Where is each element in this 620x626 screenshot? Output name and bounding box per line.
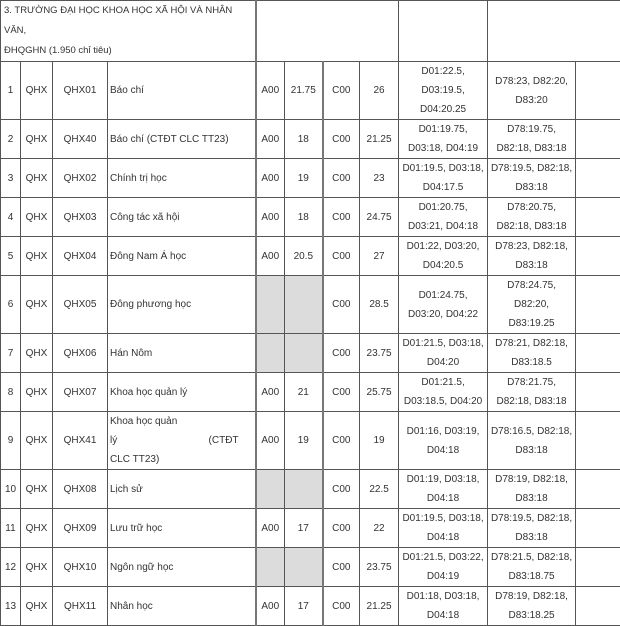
header-empty-cell: [256, 1, 399, 62]
row-number: 8: [1, 373, 21, 412]
scores-d-group1: D01:19.5, D03:18, D04:17.5: [399, 159, 488, 198]
major-code: QHX03: [53, 198, 108, 237]
notes-cell: [576, 198, 620, 237]
school-code: QHX: [21, 509, 53, 548]
notes-cell: [576, 237, 620, 276]
block-c00: C00: [323, 62, 360, 120]
block-a00: A00: [256, 159, 285, 198]
scores-d-group2: D78:19.5, D82:18, D83:18: [488, 159, 576, 198]
school-code: QHX: [21, 237, 53, 276]
table-row: [1, 237, 620, 276]
major-name: Đông Nam Á học: [108, 237, 256, 276]
scores-d-group2: D78:21.75, D82:18, D83:18: [488, 373, 576, 412]
scores-d-group1: D01:22.5, D03:19.5, D04:20.25: [399, 62, 488, 120]
scores-d-group2: D78:23, D82:20, D83:20: [488, 62, 576, 120]
school-code: QHX: [21, 276, 53, 334]
score-c00: 22: [360, 509, 399, 548]
school-code: QHX: [21, 373, 53, 412]
row-number: 12: [1, 548, 21, 587]
block-c00: C00: [323, 237, 360, 276]
block-a00: A00: [256, 62, 285, 120]
score-a00: [285, 470, 323, 509]
row-number: 10: [1, 470, 21, 509]
major-name-fragment: lý: [110, 431, 117, 450]
row-number: 1: [1, 62, 21, 120]
scores-d-group1: D01:21.5, D03:18.5, D04:20: [399, 373, 488, 412]
school-code: QHX: [21, 334, 53, 373]
block-c00: C00: [323, 509, 360, 548]
major-name: Lưu trữ học: [108, 509, 256, 548]
score-c00: 23.75: [360, 334, 399, 373]
score-a00: [285, 276, 323, 334]
school-code: QHX: [21, 62, 53, 120]
score-c00: 23: [360, 159, 399, 198]
score-a00: 17: [285, 509, 323, 548]
table-row: [1, 159, 620, 198]
scores-d-group2: D78:19, D82:18, D83:18: [488, 470, 576, 509]
notes-cell: [576, 373, 620, 412]
major-code: QHX11: [53, 587, 108, 626]
table-row: [1, 548, 620, 587]
university-title-line2: ĐHQGHN (1.950 chỉ tiêu): [4, 41, 253, 61]
score-a00: 19: [285, 159, 323, 198]
table-row: [1, 412, 620, 470]
major-name: Lịch sử: [108, 470, 256, 509]
major-code: QHX07: [53, 373, 108, 412]
score-a00: 21: [285, 373, 323, 412]
row-number: 7: [1, 334, 21, 373]
block-c00: C00: [323, 198, 360, 237]
major-code: QHX41: [53, 412, 108, 470]
score-c00: 25.75: [360, 373, 399, 412]
major-name: Báo chí: [108, 62, 256, 120]
scores-d-group1: D01:19, D03:18, D04:18: [399, 470, 488, 509]
major-name: Ngôn ngữ học: [108, 548, 256, 587]
major-name-fragment: (CTĐT: [209, 431, 253, 450]
major-code: QHX04: [53, 237, 108, 276]
table-row: [1, 587, 620, 626]
notes-cell: [576, 62, 620, 120]
school-code: QHX: [21, 198, 53, 237]
major-name: Hán Nôm: [108, 334, 256, 373]
score-c00: 26: [360, 62, 399, 120]
school-code: QHX: [21, 548, 53, 587]
scores-d-group2: D78:24.75, D82:20, D83:19.25: [488, 276, 576, 334]
row-number: 2: [1, 120, 21, 159]
school-code: QHX: [21, 470, 53, 509]
block-c00: C00: [323, 587, 360, 626]
block-c00: C00: [323, 412, 360, 470]
major-name: Công tác xã hội: [108, 198, 256, 237]
scores-d-group2: D78:19, D82:18, D83:18.25: [488, 587, 576, 626]
block-c00: C00: [323, 373, 360, 412]
table-row: [1, 509, 620, 548]
major-name: Nhân học: [108, 587, 256, 626]
major-name: Báo chí (CTĐT CLC TT23): [108, 120, 256, 159]
major-code: QHX06: [53, 334, 108, 373]
block-c00: C00: [323, 120, 360, 159]
block-a00: A00: [256, 198, 285, 237]
scores-d-group2: D78:23, D82:18, D83:18: [488, 237, 576, 276]
score-a00: 18: [285, 120, 323, 159]
table-row: [1, 120, 620, 159]
block-a00: A00: [256, 237, 285, 276]
score-c00: 21.25: [360, 120, 399, 159]
score-a00: [285, 548, 323, 587]
major-code: QHX40: [53, 120, 108, 159]
school-code: QHX: [21, 412, 53, 470]
block-c00: C00: [323, 548, 360, 587]
major-name: [108, 412, 256, 470]
scores-d-group2: D78:19.5, D82:18, D83:18: [488, 509, 576, 548]
scores-d-group1: D01:19.75, D03:18, D04:19: [399, 120, 488, 159]
table-row: [1, 373, 620, 412]
scores-d-group1: D01:19.5, D03:18, D04:18: [399, 509, 488, 548]
row-number: 11: [1, 509, 21, 548]
scores-d-group1: D01:20.75, D03:21, D04:18: [399, 198, 488, 237]
notes-cell: [576, 587, 620, 626]
block-a00: [256, 470, 285, 509]
notes-cell: [576, 470, 620, 509]
score-c00: 19: [360, 412, 399, 470]
block-a00: A00: [256, 509, 285, 548]
notes-cell: [576, 159, 620, 198]
score-a00: 21.75: [285, 62, 323, 120]
major-name: Chính trị học: [108, 159, 256, 198]
school-code: QHX: [21, 587, 53, 626]
block-a00: A00: [256, 120, 285, 159]
score-c00: 22.5: [360, 470, 399, 509]
score-c00: 24.75: [360, 198, 399, 237]
header-empty-cell: [399, 1, 488, 62]
header-empty-cell: [488, 1, 620, 62]
row-number: 5: [1, 237, 21, 276]
table-row: [1, 334, 620, 373]
row-number: 3: [1, 159, 21, 198]
table-row: [1, 470, 620, 509]
scores-d-group2: D78:16.5, D82:18, D83:18: [488, 412, 576, 470]
scores-d-group2: D78:19.75, D82:18, D83:18: [488, 120, 576, 159]
score-a00: 19: [285, 412, 323, 470]
notes-cell: [576, 548, 620, 587]
notes-cell: [576, 412, 620, 470]
block-c00: C00: [323, 159, 360, 198]
block-a00: A00: [256, 587, 285, 626]
score-a00: 17: [285, 587, 323, 626]
row-number: 6: [1, 276, 21, 334]
score-c00: 28.5: [360, 276, 399, 334]
block-a00: [256, 548, 285, 587]
table-row: [1, 62, 620, 120]
block-c00: C00: [323, 276, 360, 334]
scores-d-group1: D01:24.75, D03:20, D04:22: [399, 276, 488, 334]
major-name-line: [110, 431, 253, 450]
scores-d-group2: D78:20.75, D82:18, D83:18: [488, 198, 576, 237]
notes-cell: [576, 276, 620, 334]
major-code: QHX01: [53, 62, 108, 120]
scores-d-group1: D01:18, D03:18, D04:18: [399, 587, 488, 626]
scores-d-group1: D01:16, D03:19, D04:18: [399, 412, 488, 470]
table-row: [1, 198, 620, 237]
major-name: Đông phương học: [108, 276, 256, 334]
score-c00: 23.75: [360, 548, 399, 587]
notes-cell: [576, 120, 620, 159]
row-number: 9: [1, 412, 21, 470]
scores-d-group2: D78:21.5, D82:18, D83:18.75: [488, 548, 576, 587]
university-title-cell: [1, 1, 256, 62]
table-header-row: [1, 1, 620, 62]
major-code: QHX02: [53, 159, 108, 198]
scores-d-group1: D01:21.5, D03:22, D04:19: [399, 548, 488, 587]
block-a00: [256, 276, 285, 334]
major-name: Khoa học quản lý: [108, 373, 256, 412]
university-title-line1: 3. TRƯỜNG ĐẠI HỌC KHOA HỌC XÃ HỘI VÀ NHÂN VĂN,: [4, 1, 253, 41]
block-a00: [256, 334, 285, 373]
block-c00: C00: [323, 470, 360, 509]
notes-cell: [576, 509, 620, 548]
notes-cell: [576, 334, 620, 373]
row-number: 13: [1, 587, 21, 626]
major-code: QHX08: [53, 470, 108, 509]
major-code: QHX09: [53, 509, 108, 548]
major-name-line: CLC TT23): [110, 450, 253, 469]
block-a00: A00: [256, 412, 285, 470]
school-code: QHX: [21, 159, 53, 198]
scores-d-group2: D78:21, D82:18, D83:18.5: [488, 334, 576, 373]
major-code: QHX10: [53, 548, 108, 587]
score-c00: 27: [360, 237, 399, 276]
score-a00: 20.5: [285, 237, 323, 276]
school-code: QHX: [21, 120, 53, 159]
score-a00: [285, 334, 323, 373]
major-code: QHX05: [53, 276, 108, 334]
major-name-line: Khoa học quản: [110, 412, 253, 431]
row-number: 4: [1, 198, 21, 237]
block-c00: C00: [323, 334, 360, 373]
table-row: [1, 276, 620, 334]
scores-d-group1: D01:21.5, D03:18, D04:20: [399, 334, 488, 373]
block-a00: A00: [256, 373, 285, 412]
scores-d-group1: D01:22, D03:20, D04:20.5: [399, 237, 488, 276]
score-a00: 18: [285, 198, 323, 237]
score-c00: 21.25: [360, 587, 399, 626]
